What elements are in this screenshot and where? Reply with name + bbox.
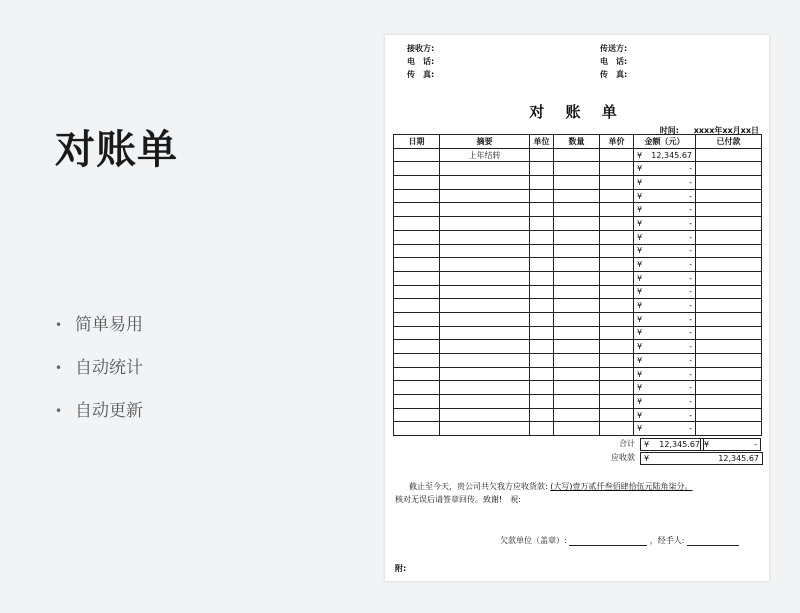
table-cell [696,367,762,381]
currency-symbol: ¥ [637,177,643,187]
currency-symbol: ¥ [637,369,643,379]
table-cell [600,326,634,340]
table-cell [696,176,762,190]
totals-block [393,438,761,466]
table-cell [600,408,634,422]
table-row [394,162,762,176]
table-cell [530,176,554,190]
amount-value: - [689,260,692,270]
table-cell [600,148,634,162]
signature-line [500,535,739,546]
table-cell [554,217,600,231]
table-cell [530,340,554,354]
table-row [394,230,762,244]
amount-value: - [689,218,692,228]
table-row [394,395,762,409]
table-cell [554,176,600,190]
amount-value: - [689,410,692,420]
debtor-signature-field [569,536,647,546]
feature-item [55,312,143,355]
table-cell [696,381,762,395]
amount-value: - [689,328,692,338]
table-row [394,271,762,285]
amount-value: - [689,191,692,201]
amount-value: - [689,383,692,393]
table-cell [600,189,634,203]
amount-value: - [689,232,692,242]
amount-cell [634,271,696,285]
table-cell [554,258,600,272]
currency-symbol: ¥ [637,328,643,338]
table-cell [394,271,440,285]
table-cell [696,217,762,231]
table-cell [696,354,762,368]
amount-value: - [689,287,692,297]
amount-value: - [689,369,692,379]
table-cell [394,381,440,395]
table-cell [600,312,634,326]
summary-cell [440,258,530,272]
table-row [394,148,762,162]
document-title: 对 账 单 [529,103,625,121]
amount-value: - [689,273,692,283]
summary-cell [440,189,530,203]
table-cell [600,203,634,217]
table-cell [394,230,440,244]
table-row [394,354,762,368]
table-row [394,203,762,217]
table-cell [600,285,634,299]
statement-amount: (大写)壹万贰仟叁佰肆拾伍元陆角柒分。 [550,482,693,491]
currency-symbol: ¥ [637,355,643,365]
summary-cell: 上年结转 [440,148,530,162]
currency-symbol: ¥ [637,410,643,420]
table-row [394,422,762,436]
summary-cell [440,340,530,354]
feature-list [55,312,143,441]
summary-cell [440,271,530,285]
currency-symbol: ¥ [637,287,643,297]
table-cell [554,422,600,436]
table-cell [696,189,762,203]
table-cell [600,381,634,395]
table-cell [394,367,440,381]
amount-value: - [689,396,692,406]
table-row [394,285,762,299]
column-header: 数量 [554,135,600,149]
table-cell [394,422,440,436]
table-cell [696,422,762,436]
table-cell [530,271,554,285]
summary-cell [440,367,530,381]
feature-item [55,355,143,398]
table-cell [554,408,600,422]
table-cell [554,162,600,176]
table-cell [530,312,554,326]
amount-cell [634,367,696,381]
summary-cell [440,422,530,436]
summary-cell [440,217,530,231]
currency-symbol: ¥ [637,150,643,160]
amount-cell [634,354,696,368]
currency-symbol: ¥ [637,164,643,174]
summary-cell [440,299,530,313]
table-cell [394,285,440,299]
table-cell [394,340,440,354]
table-row [394,367,762,381]
table-cell [600,367,634,381]
table-cell [530,367,554,381]
feature-item [55,398,143,441]
summary-cell [440,162,530,176]
table-cell [600,299,634,313]
summary-cell [440,408,530,422]
amount-cell [634,422,696,436]
amount-value: - [689,301,692,311]
amount-value: - [689,205,692,215]
table-cell [696,299,762,313]
table-row [394,381,762,395]
statement-prefix: 截止至今天，贵公司共欠我方应收货款: [409,482,548,491]
time-label: 时间: [659,126,679,135]
table-cell [600,230,634,244]
amount-cell [634,258,696,272]
column-header: 单价 [600,135,634,149]
table-cell [554,367,600,381]
table-cell [696,395,762,409]
table-cell [394,203,440,217]
sender-phone-label: 电 话: [600,57,628,66]
amount-value: - [689,355,692,365]
table-row [394,189,762,203]
total-row [393,438,761,452]
amount-cell [634,148,696,162]
table-cell [394,217,440,231]
table-cell [554,312,600,326]
table-cell [600,162,634,176]
amount-cell [634,162,696,176]
table-cell [530,203,554,217]
currency-symbol: ¥ [644,454,650,463]
table-cell [530,299,554,313]
summary-cell [440,326,530,340]
total-paid: - [754,440,757,449]
amount-cell [634,326,696,340]
table-cell [600,422,634,436]
table-cell [696,244,762,258]
currency-symbol: ¥ [637,342,643,352]
total-amount-box [640,438,704,451]
table-cell [554,395,600,409]
amount-cell [634,285,696,299]
summary-cell [440,395,530,409]
table-cell [530,326,554,340]
table-cell [554,189,600,203]
table-cell [600,258,634,272]
table-cell [394,244,440,258]
table-row [394,326,762,340]
table-cell [600,176,634,190]
currency-symbol: ¥ [637,424,643,434]
currency-symbol: ¥ [637,301,643,311]
bullet-icon: • [55,404,63,418]
table-cell [696,271,762,285]
table-cell [696,203,762,217]
table-cell [394,148,440,162]
table-cell [600,395,634,409]
amount-value: - [689,246,692,256]
amount-value: - [689,177,692,187]
amount-cell [634,244,696,258]
time-value: xxxx年xx月xx日 [693,126,759,135]
table-cell [696,408,762,422]
table-cell [530,354,554,368]
total-amount: 12,345.67 [659,440,700,449]
debtor-label: 欠款单位（盖章）: [500,536,567,545]
amount-cell [634,176,696,190]
currency-symbol: ¥ [704,440,710,449]
total-paid-box [700,438,761,451]
summary-cell [440,230,530,244]
summary-cell [440,381,530,395]
table-cell [600,244,634,258]
amount-value: - [689,314,692,324]
confirm-text: 核对无误后请签章回传。致谢! 祝: [395,495,521,504]
summary-cell [440,285,530,299]
table-cell [554,285,600,299]
feature-label: 自动更新 [75,401,143,421]
currency-symbol: ¥ [637,396,643,406]
table-cell [696,162,762,176]
amount-value: - [689,424,692,434]
receiver-label: 接收方: [407,44,435,53]
amount-cell [634,381,696,395]
bullet-icon: • [55,318,63,332]
summary-cell [440,312,530,326]
table-row [394,408,762,422]
table-cell [554,271,600,285]
summary-cell [440,203,530,217]
amount-cell [634,217,696,231]
currency-symbol: ¥ [637,205,643,215]
currency-symbol: ¥ [637,260,643,270]
table-row [394,340,762,354]
handler-label: ，经手人: [649,536,685,545]
bullet-icon: • [55,361,63,375]
table-cell [600,354,634,368]
table-cell [530,258,554,272]
table-cell [530,230,554,244]
table-cell [696,326,762,340]
table-row [394,299,762,313]
table-cell [530,217,554,231]
table-cell [554,203,600,217]
table-cell [554,244,600,258]
receiver-fax-label: 传 真: [407,70,435,79]
table-cell [696,285,762,299]
table-cell [394,299,440,313]
table-cell [696,148,762,162]
amount-value: - [689,164,692,174]
table-cell [530,422,554,436]
table-cell [554,299,600,313]
table-cell [394,326,440,340]
sender-label: 传送方: [600,44,628,53]
table-cell [530,395,554,409]
table-cell [530,408,554,422]
table-cell [394,189,440,203]
total-label: 合计 [619,439,635,448]
currency-symbol: ¥ [637,314,643,324]
table-cell [696,230,762,244]
table-cell [554,381,600,395]
summary-cell [440,354,530,368]
table-row [394,244,762,258]
currency-symbol: ¥ [637,273,643,283]
amount-cell [634,395,696,409]
attachment-label: 附: [395,564,407,573]
amount-cell [634,340,696,354]
table-cell [530,285,554,299]
table-cell [554,340,600,354]
currency-symbol: ¥ [637,383,643,393]
table-row [394,176,762,190]
receivable-amount: 12,345.67 [718,454,759,463]
table-cell [394,408,440,422]
table-cell [530,381,554,395]
handler-signature-field [687,536,739,546]
amount-cell [634,312,696,326]
table-cell [394,162,440,176]
amount-cell [634,408,696,422]
table-cell [530,244,554,258]
sender-fax-label: 传 真: [600,70,628,79]
table-header-row [394,135,762,149]
column-header: 金额（元） [634,135,696,149]
table-cell [600,340,634,354]
table-cell [696,340,762,354]
summary-cell [440,176,530,190]
amount-value: - [689,342,692,352]
column-header: 摘要 [440,135,530,149]
currency-symbol: ¥ [637,191,643,201]
summary-cell [440,244,530,258]
table-cell [554,148,600,162]
statement-document [385,35,769,581]
receivable-label: 应收款 [611,453,635,462]
feature-label: 自动统计 [75,358,143,378]
receiver-phone-label: 电 话: [407,57,435,66]
table-cell [530,189,554,203]
table-cell [554,326,600,340]
table-cell [394,258,440,272]
table-cell [530,148,554,162]
page-title: 对账单 [55,127,178,173]
statement-table [393,134,762,436]
table-cell [554,354,600,368]
table-cell [394,312,440,326]
table-cell [394,395,440,409]
table-cell [554,230,600,244]
table-cell [530,162,554,176]
amount-cell [634,203,696,217]
table-cell [394,176,440,190]
currency-symbol: ¥ [637,246,643,256]
feature-label: 简单易用 [75,315,143,335]
currency-symbol: ¥ [637,218,643,228]
table-cell [600,271,634,285]
amount-cell [634,299,696,313]
receivable-amount-box [640,452,763,465]
table-cell [696,312,762,326]
table-row [394,312,762,326]
column-header: 单位 [530,135,554,149]
amount-value: 12,345.67 [651,150,692,160]
currency-symbol: ¥ [644,440,650,449]
column-header: 已付款 [696,135,762,149]
table-cell [696,258,762,272]
receivable-row [393,452,761,466]
amount-cell [634,189,696,203]
statement-line [409,481,693,492]
table-row [394,258,762,272]
amount-cell [634,230,696,244]
column-header: 日期 [394,135,440,149]
currency-symbol: ¥ [637,232,643,242]
table-cell [600,217,634,231]
table-cell [394,354,440,368]
table-row [394,217,762,231]
